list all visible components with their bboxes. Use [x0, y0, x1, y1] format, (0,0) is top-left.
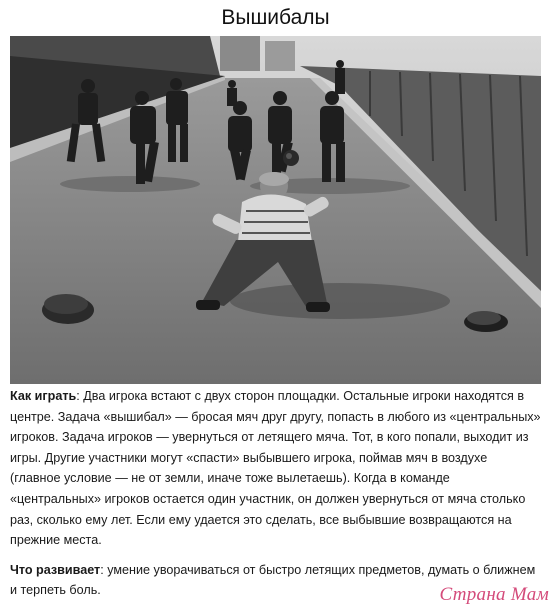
page-title: Вышибалы	[221, 6, 330, 29]
how-to-play-paragraph	[10, 386, 541, 551]
how-to-play-text: : Два игрока встают с двух сторон площадки. Остальные игроки находятся в центре. Задача «вышибал» — бросая мяч друг другу, попасть в любого из «центральных» игроков. Задача игроков — увернуться от летящего мяча. Тот, в кого попали, выходит из игры. Другие участники могут «спасти» выбывшего игрока, поймав мяч в воздухе (главное условие — не от земли, иначе тоже вылетаешь). Когда в команде «центральных» игроков остается один участник, он должен увернуться от мяча столько раз, сколько ему лет. Если ему удается это сделать, все выбывшие возвращаются на прежние места.	[10, 389, 541, 548]
street-game-photo	[10, 36, 541, 384]
develops-text: : умение уворачиваться от быстро летящих предметов, думать о ближнем и терпеть боль.	[10, 562, 536, 598]
develops-label: Что развивает	[10, 562, 101, 577]
article-text	[10, 386, 541, 601]
how-to-play-label: Как играть	[10, 389, 77, 403]
site-watermark: Страна Мам	[439, 584, 549, 605]
